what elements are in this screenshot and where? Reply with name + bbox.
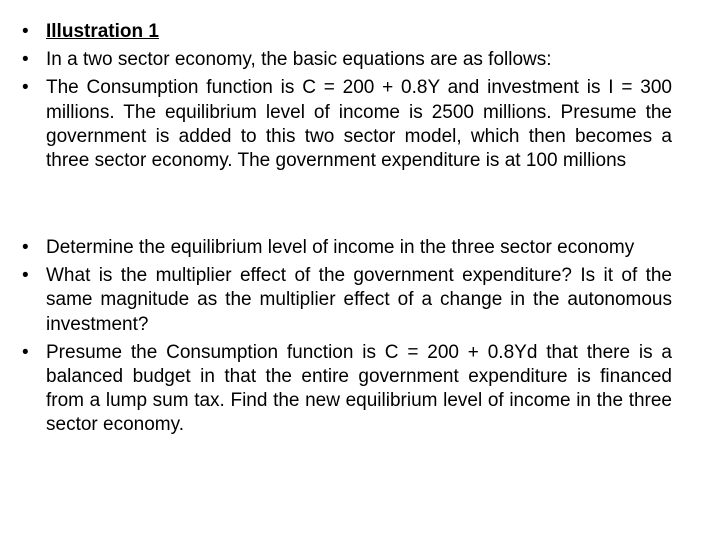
- bullet-item-question-2: [20, 264, 672, 337]
- bullet-icon: •: [22, 265, 29, 287]
- bullet-item-heading: [20, 20, 672, 44]
- question-1-text: Determine the equilibrium level of income in the three sector economy: [46, 237, 635, 258]
- bullet-icon: •: [22, 341, 29, 363]
- question-2-text: What is the multiplier effect of the government expenditure? Is it of the same magnitude as the multiplier effect of a change in the autonomous investment?: [46, 265, 672, 335]
- intro-bullet-list: [20, 20, 672, 177]
- bullet-item-question-1: [20, 236, 672, 260]
- bullet-icon: •: [22, 21, 29, 42]
- bullet-icon: •: [22, 77, 29, 99]
- question-3-text: Presume the Consumption function is C = 200 + 0.8Yd that there is a balanced budget in that the entire government expenditure is financed from a lump sum tax. Find the new equilibrium level of income in the three sector economy.: [46, 341, 672, 436]
- intro-text: In a two sector economy, the basic equations are as follows:: [46, 49, 552, 71]
- bullet-item-intro: [20, 48, 672, 72]
- bullet-icon: •: [22, 49, 29, 71]
- questions-bullet-list: [20, 236, 672, 442]
- bullet-icon: •: [22, 237, 29, 258]
- bullet-item-question-3: [20, 341, 672, 438]
- problem-statement: The Consumption function is C = 200 + 0.8Y and investment is I = 300 millions. The equilibrium level of income is 2500 millions. Presume the government is added to this two sector model, which then becomes a three sector economy. The government expenditure is at 100 millions: [46, 77, 672, 172]
- illustration-heading: Illustration 1: [46, 21, 159, 42]
- bullet-item-problem: [20, 76, 672, 173]
